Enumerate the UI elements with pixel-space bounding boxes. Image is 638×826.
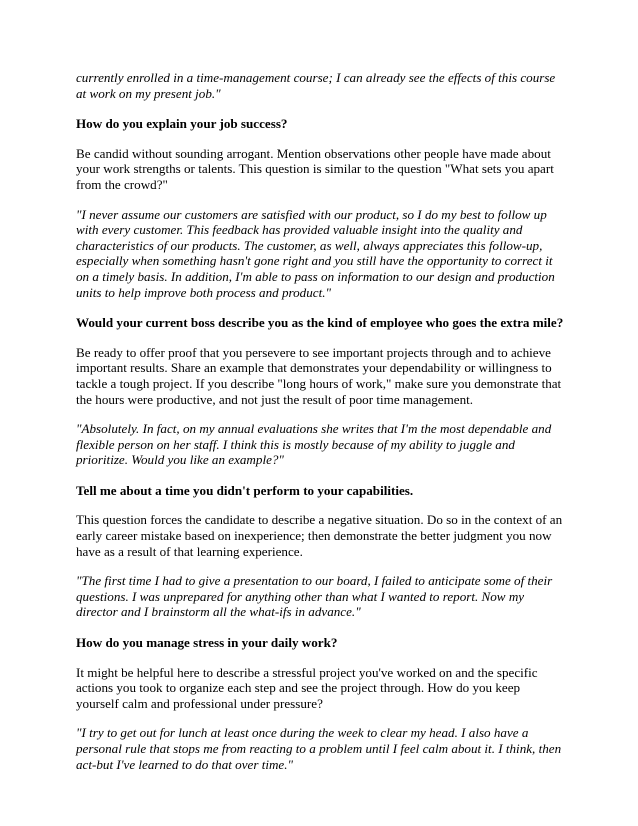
answer-quote-capabilities: "The first time I had to give a presentation to our board, I failed to anticipate some of their questions. I was unprepared for anything other than what I wanted to report. Now my director and I brainstorm all the what-ifs in advance.": [76, 573, 553, 620]
document-page: [76, 70, 566, 772]
advice-paragraph-job-success: Be candid without sounding arrogant. Mention observations other people have made about your work strengths or talents. This question is similar to the question "What sets you apart from the crowd?": [76, 145, 554, 192]
question-heading-stress: How do you manage stress in your daily work?: [76, 635, 338, 651]
question-heading-job-success: How do you explain your job success?: [76, 116, 288, 132]
advice-paragraph-stress: It might be helpful here to describe a stressful project you've worked on and the specific actions you took to organize each step and see the project through. How do you keep yourself calm and professional under pressure?: [76, 664, 538, 711]
question-heading-capabilities: Tell me about a time you didn't perform to your capabilities.: [76, 482, 414, 498]
advice-paragraph-capabilities: This question forces the candidate to describe a negative situation. Do so in the context of an early career mistake based on inexperience; then demonstrate the better judgment you now have as a result of that learning experience.: [76, 512, 563, 559]
answer-quote-extra-mile: "Absolutely. In fact, on my annual evaluations she writes that I'm the most dependable and flexible person on her staff. I think this is mostly because of my ability to juggle and prioritize. Would you like an example?": [76, 421, 552, 468]
answer-quote-time-management: currently enrolled in a time-management course; I can already see the effects of this course at work on my present job.": [76, 70, 556, 101]
advice-paragraph-extra-mile: Be ready to offer proof that you persevere to see important projects through and to achieve important results. Share an example that demonstrates your dependability or willingness to tackle a tough project. If you describe "long hours of work," make sure you demonstrate that the hours were productive, and not just the result of poor time management.: [76, 344, 562, 407]
answer-quote-job-success: "I never assume our customers are satisfied with our product, so I do my best to follow up with every customer. This feedback has provided valuable insight into the quality and characteristics of our products. The customer, as well, always appreciates this follow-up, especially when something hasn't gone right and you still have the opportunity to correct it on a timely basis. In addition, I'm able to pass on information to our design and production units to help improve both process and product.": [76, 206, 555, 300]
question-heading-extra-mile: Would your current boss describe you as the kind of employee who goes the extra mile?: [76, 315, 564, 331]
answer-quote-stress: "I try to get out for lunch at least once during the week to clear my head. I also have a personal rule that stops me from reacting to a problem until I feel calm about it. I think, then act-but I've learned to do that over time.": [76, 725, 562, 772]
